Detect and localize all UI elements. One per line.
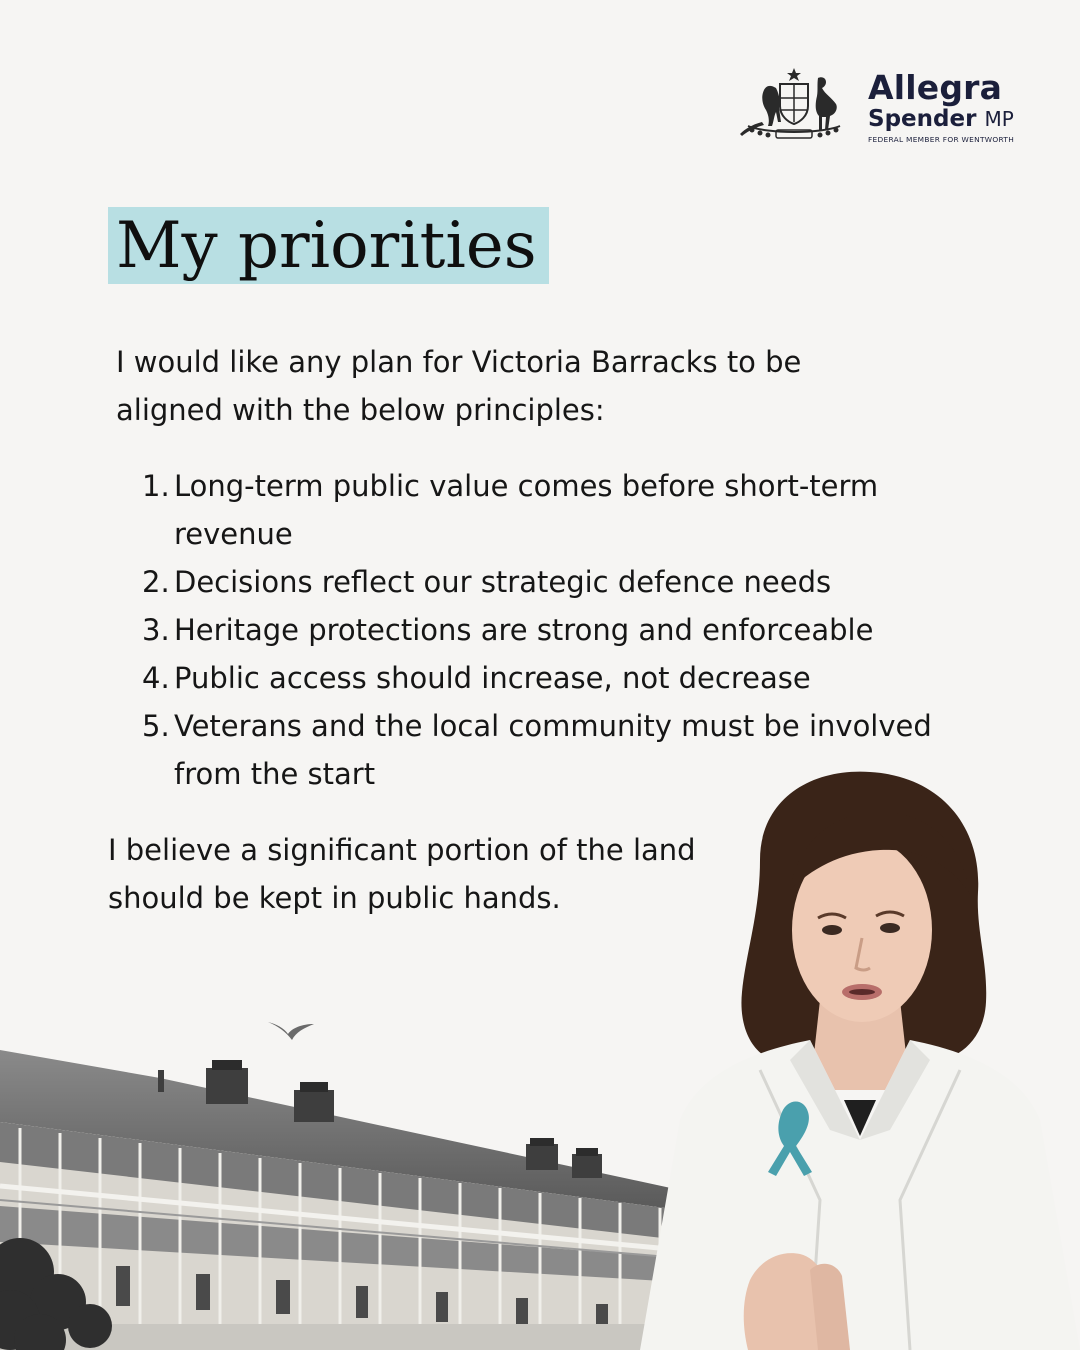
list-item-number: 2. — [142, 565, 170, 599]
list-item-number: 5. — [142, 709, 170, 743]
intro-paragraph: I would like any plan for Victoria Barracks to be aligned with the below principles: — [116, 345, 802, 427]
logo-last-name: Spender — [868, 106, 977, 132]
list-item — [142, 654, 962, 702]
closing-paragraph: I believe a significant portion of the land should be kept in public hands. — [108, 833, 696, 915]
list-item-number: 3. — [142, 613, 170, 647]
australian-coat-of-arms-icon — [738, 66, 850, 144]
mp-logo — [738, 62, 1038, 152]
page-title: My priorities — [108, 207, 549, 284]
allegra-spender-portrait-image — [640, 770, 1080, 1350]
victoria-barracks-building-image — [0, 1010, 720, 1350]
list-item-number: 4. — [142, 661, 170, 695]
logo-mp-suffix: MP — [984, 107, 1014, 131]
logo-last-name-line — [868, 106, 1014, 132]
list-item-text: Decisions reflect our strategic defence needs — [174, 565, 832, 599]
logo-tagline: FEDERAL MEMBER FOR WENTWORTH — [868, 135, 1015, 144]
list-item — [142, 606, 962, 654]
principles-list — [142, 462, 962, 798]
list-item-text: Public access should increase, not decrease — [174, 661, 811, 695]
list-item-text: Veterans and the local community must be involved from the start — [174, 709, 932, 791]
logo-name — [868, 70, 1014, 144]
list-item — [142, 558, 962, 606]
list-item-text: Long-term public value comes before short-term revenue — [174, 469, 879, 551]
logo-first-name: Allegra — [868, 68, 1003, 107]
list-item-text: Heritage protections are strong and enforceable — [174, 613, 874, 647]
list-item — [142, 462, 962, 558]
list-item-number: 1. — [142, 469, 170, 503]
